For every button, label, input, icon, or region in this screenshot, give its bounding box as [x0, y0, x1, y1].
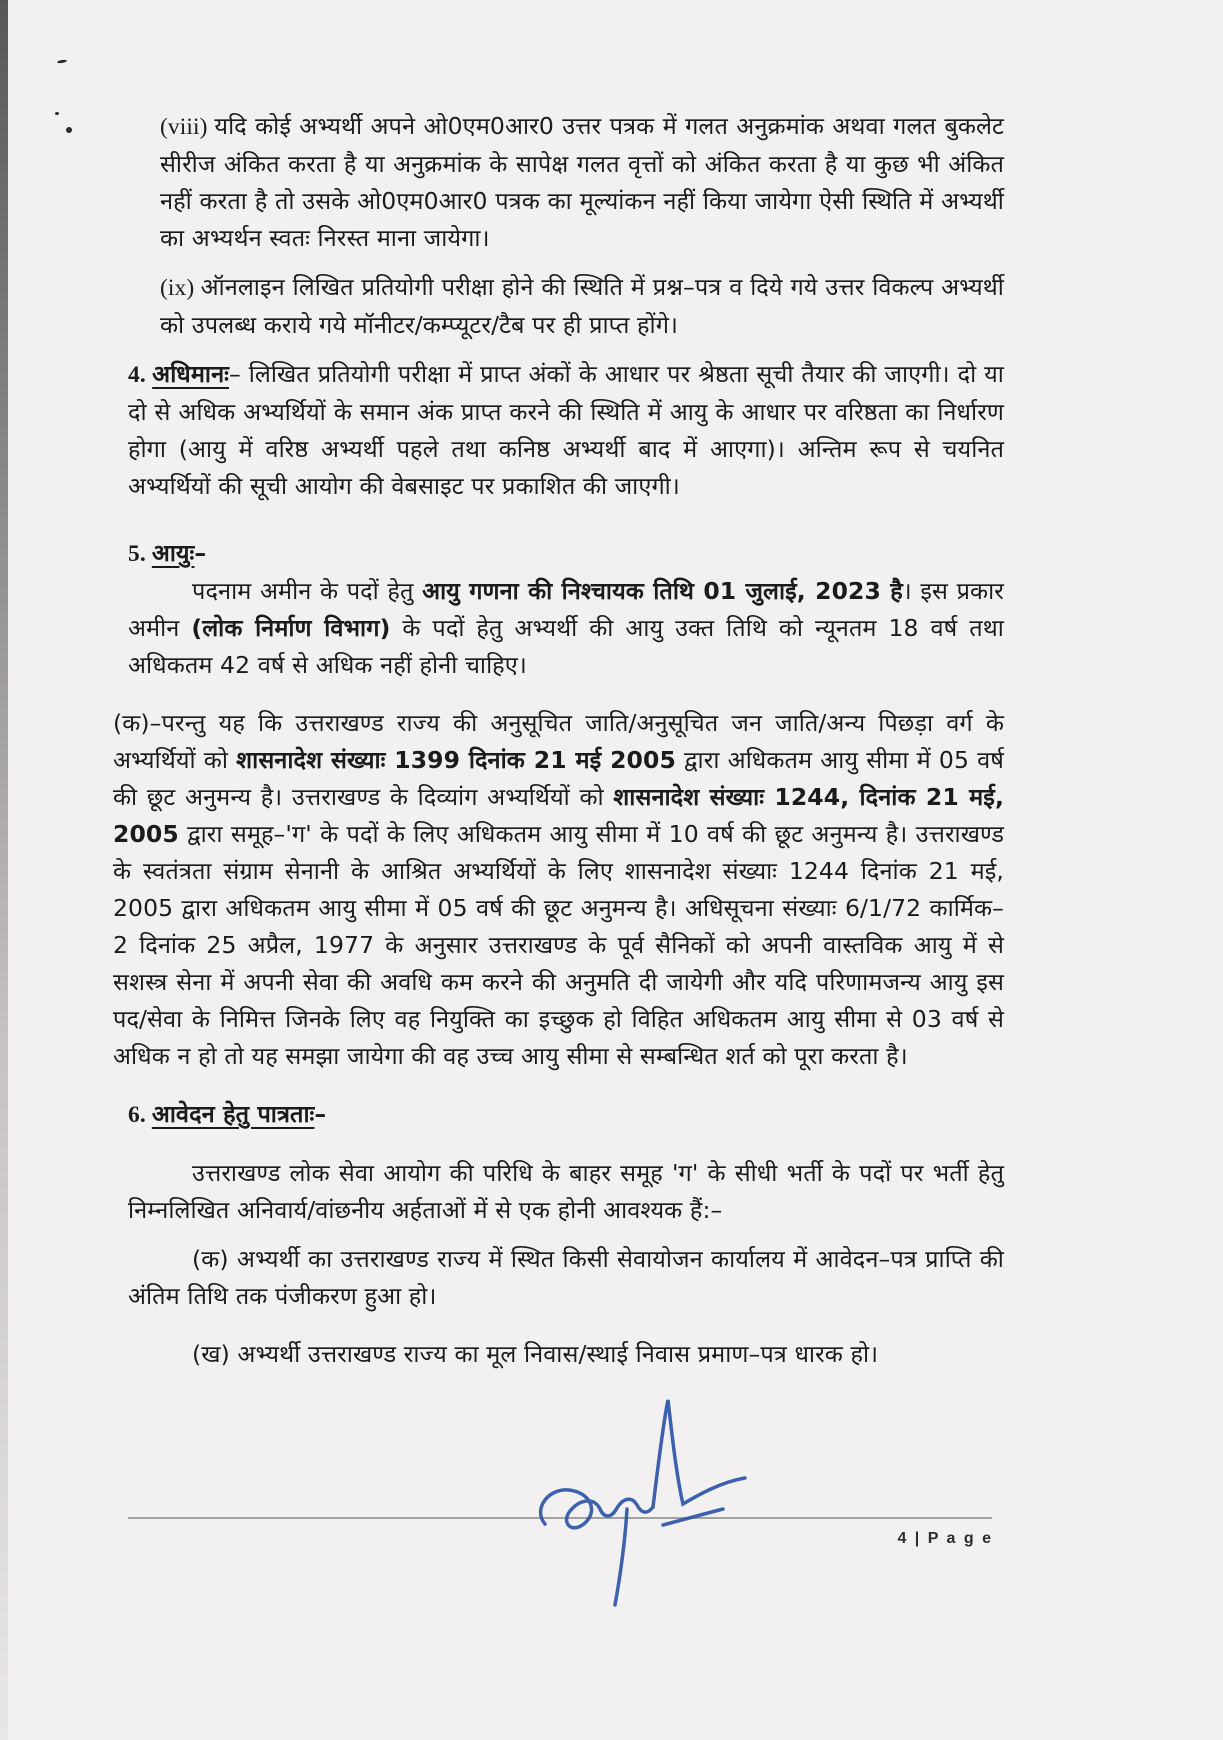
- signature-ink: [505, 1392, 775, 1627]
- section-5-body: पदनाम अमीन के पदों हेतु आयु गणना की निश्चायक तिथि 01 जुलाई, 2023 है। इस प्रकार अमीन (लोक निर्माण विभाग) के पदों हेतु अभ्यर्थी की आयु उक्त तिथि को न्यूनतम 18 वर्ष तथा अधिकतम 42 वर्ष से अधिक नहीं होनी चाहिए।: [128, 577, 1012, 679]
- section-6-intro: उत्तराखण्ड लोक सेवा आयोग की परिधि के बाहर समूह 'ग' के सीधी भर्ती के पदों पर भर्ती हेतु निम्नलिखित अनिवार्य/वांछनीय अर्हताओं में से एक होनी आवश्यक हैं:–: [128, 1159, 1012, 1224]
- eligibility-kha: (ख) अभ्यर्थी उत्तराखण्ड राज्य का मूल निवास/स्थाई निवास प्रमाण–पत्र धारक हो।: [192, 1340, 879, 1368]
- clause-ka-age-relaxation: (क)–परन्तु यह कि उत्तराखण्ड राज्य की अनुसूचित जाति/अनुसूचित जन जाति/अन्य पिछड़ा वर्ग के अभ्यर्थियों को शासनादेश संख्याः 1399 दिनांक 21 मई 2005 द्वारा अधिकतम आयु सीमा में 05 वर्ष की छूट अनुमन्य है। उत्तराखण्ड के दिव्यांग अभ्यर्थियों को शासनादेश संख्याः 1244, दिनांक 21 मई, 2005 द्वारा समूह–'ग' के पदों के लिए अधिकतम आयु सीमा में 10 वर्ष की छूट अनुमन्य है। उत्तराखण्ड के स्वतंत्रता संग्राम सेनानी के आश्रित अभ्यर्थियों के लिए शासनादेश संख्याः 1244 दिनांक 21 मई, 2005 द्वारा अधिकतम आयु सीमा में 05 वर्ष की छूट अनुमन्य है। अधिसूचना संख्याः 6/1/72 कार्मिक–2 दिनांक 25 अप्रैल, 1977 के अनुसार उत्तराखण्ड के पूर्व सैनिकों को अपनी वास्तविक आयु में से सशस्त्र सेना में अपनी सेवा की अवधि कम करने की अनुमति दी जायेगी और यदि परिणामजन्य आयु इस पद/सेवा के निमित्त जिनके लिए वह नियुक्ति का इच्छुक हो विहित अधिकतम आयु सीमा से 03 वर्ष से अधिक न हो तो यह समझा जायेगा की वह उच्च आयु सीमा से सम्बन्धित शर्त को पूरा करता है।: [113, 709, 1013, 1070]
- document-body: [113, 108, 1013, 1373]
- section-5-heading: 5. आयुः–: [128, 539, 207, 567]
- eligibility-ka: (क) अभ्यर्थी का उत्तराखण्ड राज्य में स्थित किसी सेवायोजन कार्यालय में आवेदन–पत्र प्राप्ति की अंतिम तिथि तक पंजीकरण हुआ हो।: [128, 1245, 1012, 1310]
- ink-speck: [55, 112, 59, 115]
- section-4-adhimaan: 4. अधिमानः– लिखित प्रतियोगी परीक्षा में प्राप्त अंकों के आधार पर श्रेष्ठता सूची तैयार की जाएगी। दो या दो से अधिक अभ्यर्थियों के समान अंक प्राप्त करने की स्थिति में आयु के आधार पर वरिष्ठता का निर्धारण होगा (आयु में वरिष्ठ अभ्यर्थी पहले तथा कनिष्ठ अभ्यर्थी बाद में आएगा)। अन्तिम रूप से चयनित अभ्यर्थियों की सूची आयोग की वेबसाइट पर प्रकाशित की जाएगी।: [128, 360, 1012, 500]
- signature: [505, 1392, 775, 1627]
- scan-edge-artifact: [0, 0, 8, 1740]
- section-6-heading: 6. आवेदन हेतु पात्रताः–: [128, 1100, 327, 1128]
- clause-ix: (ix) ऑनलाइन लिखित प्रतियोगी परीक्षा होने की स्थिति में प्रश्न–पत्र व दिये गये उत्तर विकल्प अभ्यर्थी को उपलब्ध कराये गये मॉनीटर/कम्प्यूटर/टैब पर ही प्राप्त होंगे।: [160, 273, 1012, 339]
- ink-speck: [57, 59, 67, 63]
- ink-speck: [66, 127, 72, 133]
- page-number: 4 | P a g e: [897, 1530, 993, 1547]
- clause-viii: (viii) यदि कोई अभ्यर्थी अपने ओ0एम0आर0 उत्तर पत्रक में गलत अनुक्रमांक अथवा गलत बुकलेट सीरीज अंकित करता है या अनुक्रमांक के सापेक्ष गलत वृत्तों को अंकित करता है या कुछ भी अंकित नहीं करता है तो उसके ओ0एम0आर0 पत्रक का मूल्यांकन नहीं किया जायेगा ऐसी स्थिति में अभ्यर्थी का अभ्यर्थन स्वतः निरस्त माना जायेगा।: [160, 112, 1012, 252]
